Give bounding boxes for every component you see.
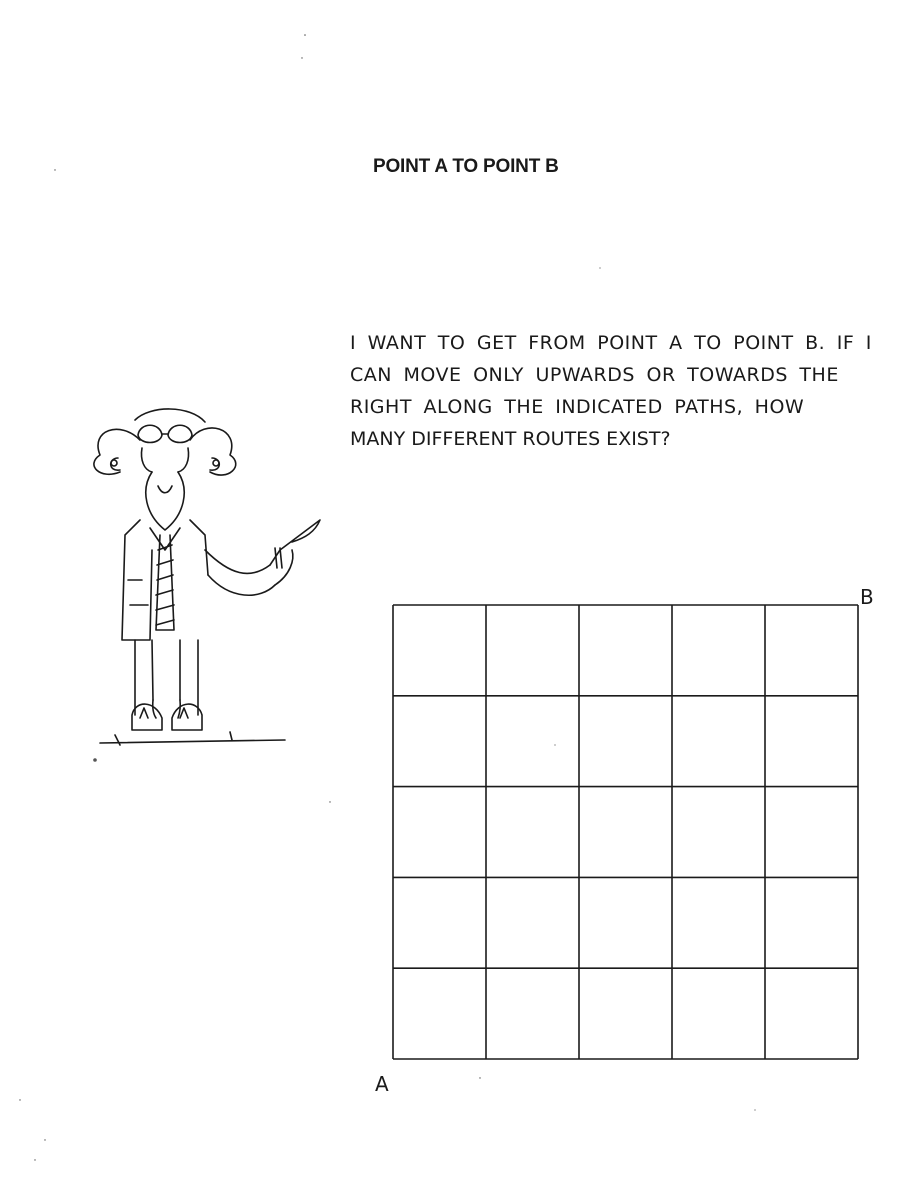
problem-line-3: RIGHT ALONG THE INDICATED PATHS, HOW bbox=[350, 396, 805, 418]
point-b-label: B bbox=[860, 585, 874, 609]
page-title: POINT A TO POINT B bbox=[373, 156, 559, 177]
problem-line-2: CAN MOVE ONLY UPWARDS OR TOWARDS THE bbox=[350, 364, 839, 386]
problem-line-4: MANY DIFFERENT ROUTES EXIST? bbox=[350, 428, 671, 450]
point-a-label: A bbox=[375, 1072, 389, 1096]
problem-line-1: I WANT TO GET FROM POINT A TO POINT B. IF I bbox=[350, 332, 872, 354]
